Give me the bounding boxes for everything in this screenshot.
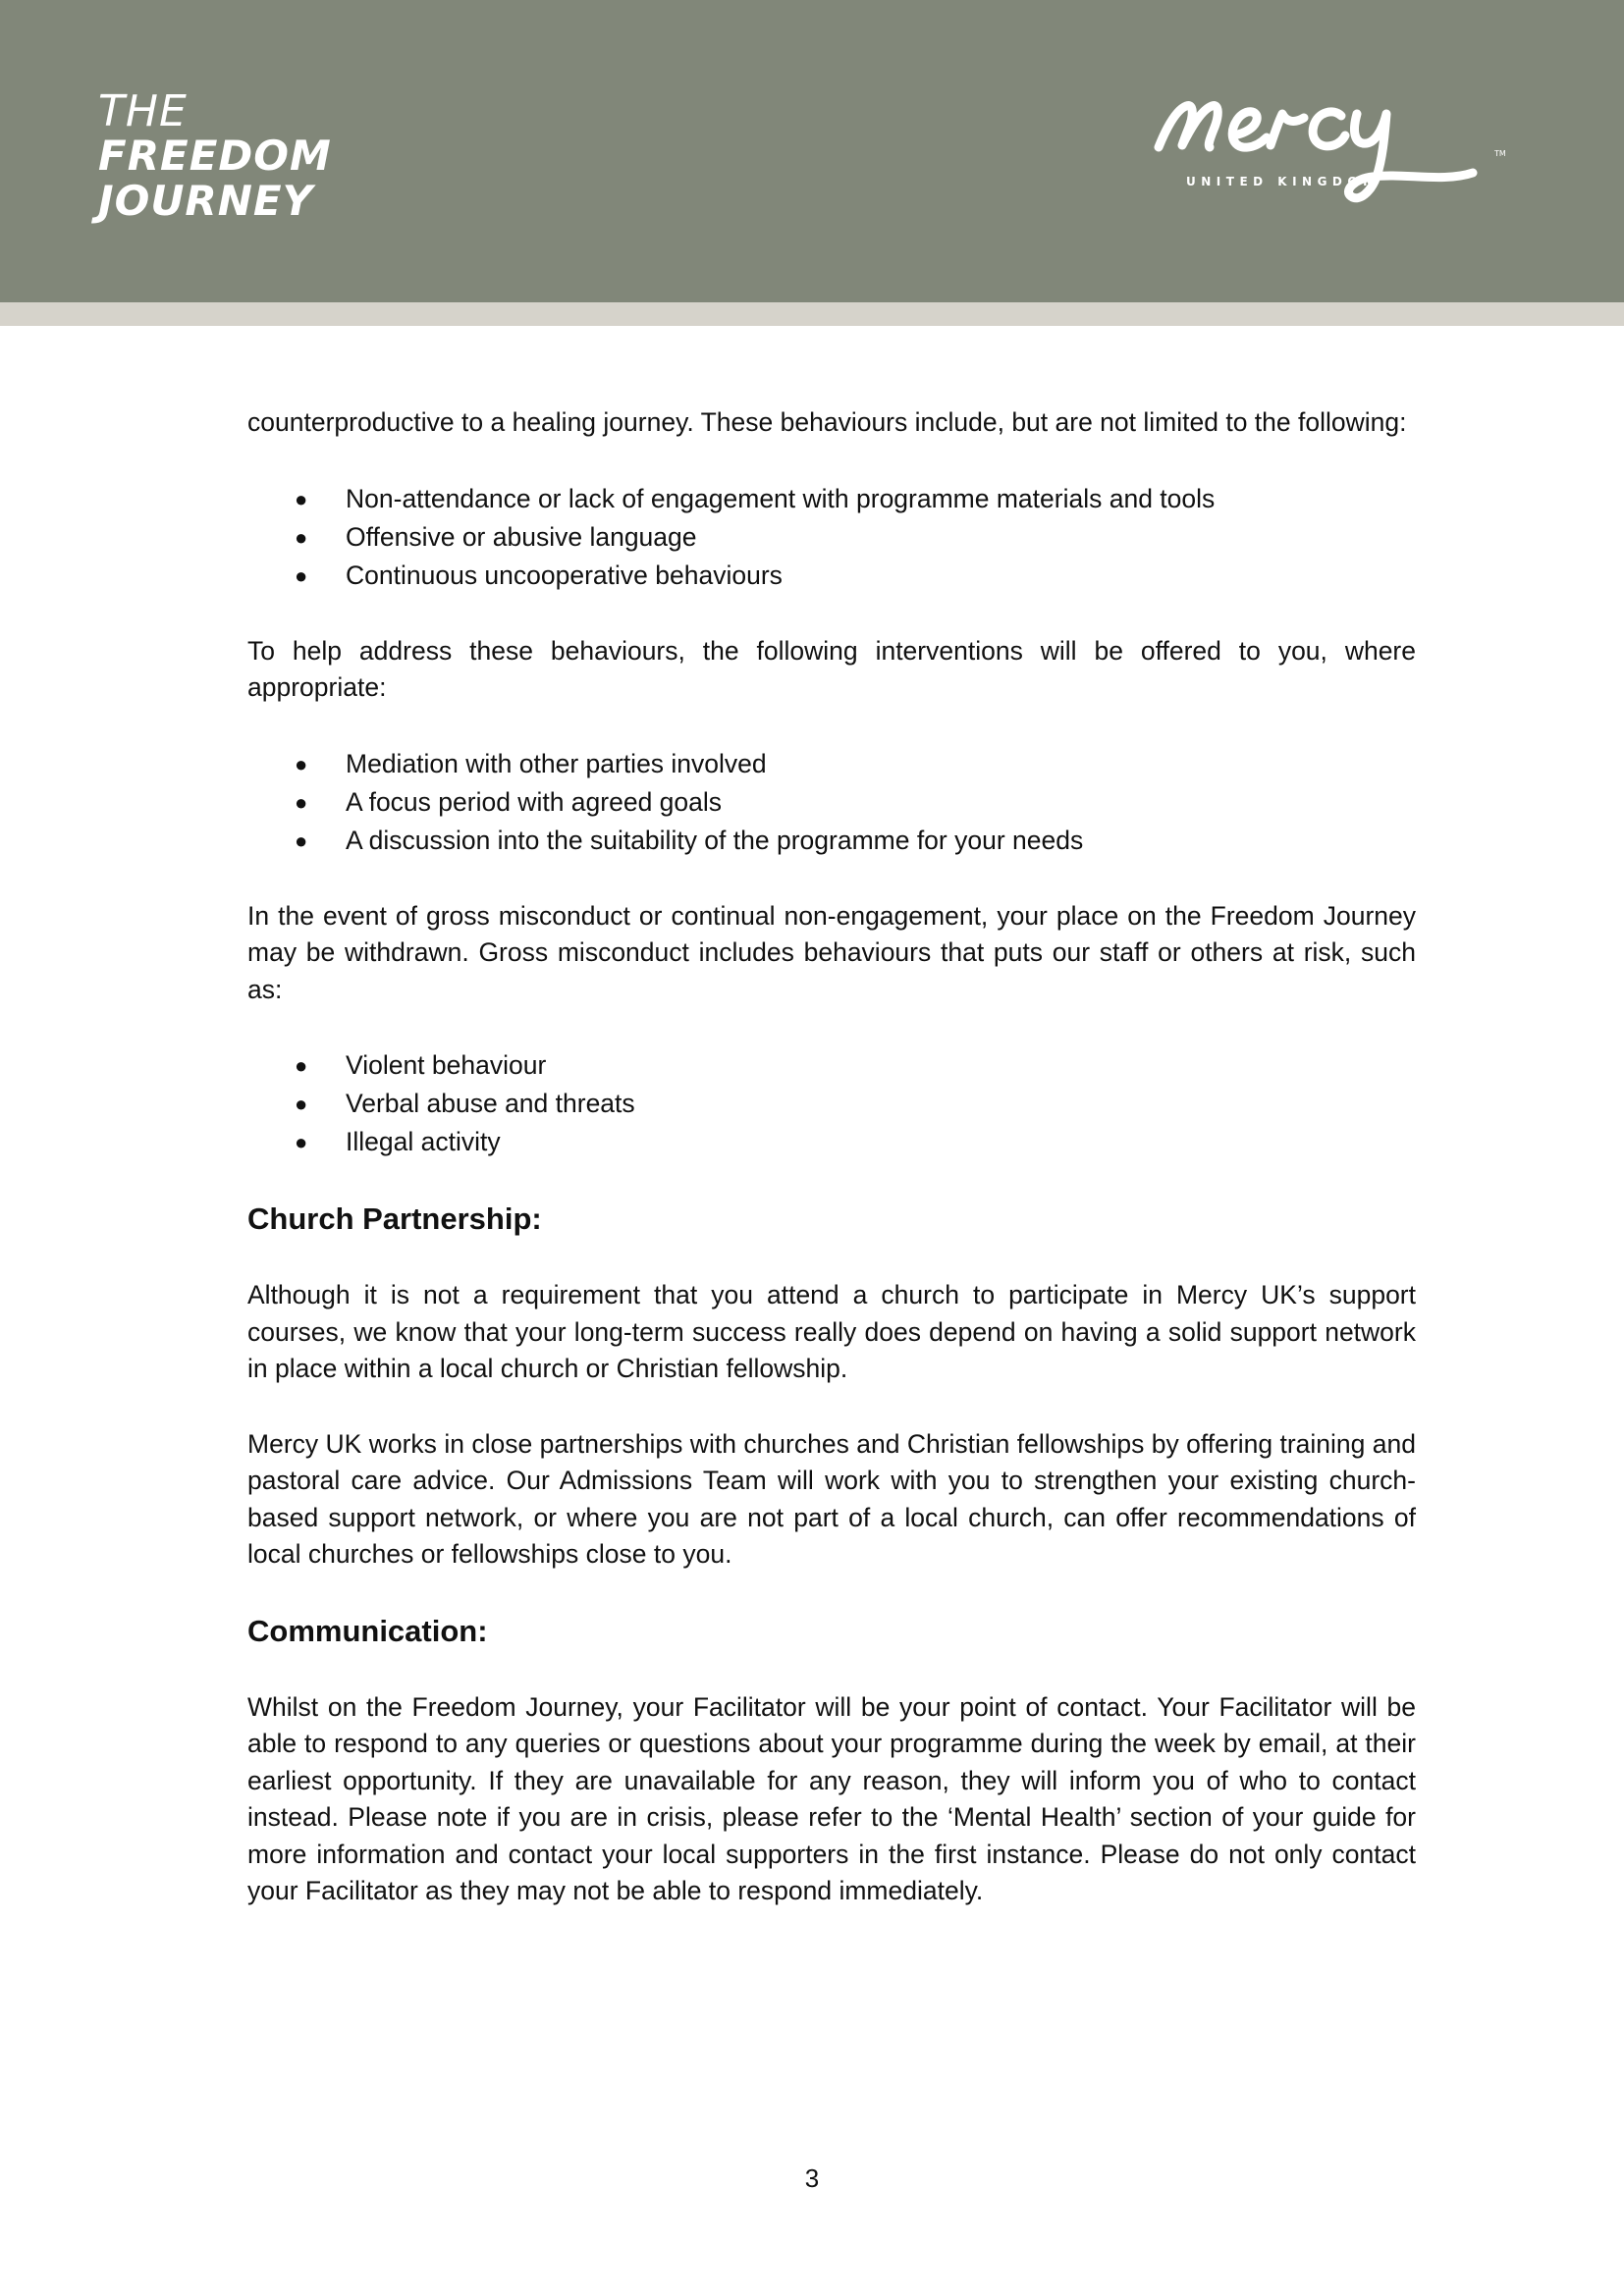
list-item	[295, 745, 1416, 783]
list-item	[295, 1123, 1416, 1161]
mercy-wordmark-icon	[1149, 88, 1542, 236]
bullet-icon: ●	[295, 789, 308, 815]
paragraph-church-1: Although it is not a requirement that you attend a church to participate in Mercy UK’s support courses, we know that your long-term success really does depend on having a solid support network in place within a local church or Christian fellowship.	[247, 1280, 1416, 1383]
misconduct-list	[247, 1046, 1416, 1161]
list-item	[295, 822, 1416, 860]
paragraph-church-2: Mercy UK works in close partnerships with churches and Christian fellowships by offering training and pastoral care advice. Our Admissions Team will work with you to strengthen your existing church-based support network, or where you are not part of a local church, can offer recommendations of local churches or fellowships close to you.	[247, 1428, 1416, 1569]
list-item-text: Continuous uncooperative behaviours	[346, 560, 783, 590]
freedom-journey-logo	[98, 86, 332, 225]
list-item	[295, 518, 1416, 557]
bullet-icon: ●	[295, 751, 308, 776]
list-item-text: Offensive or abusive language	[346, 521, 697, 552]
paragraph-interventions: To help address these behaviours, the following interventions will be offered to you, where appropriate:	[247, 635, 1416, 702]
paragraph-intro: counterproductive to a healing journey. These behaviours include, but are not limited to the following:	[247, 407, 1407, 437]
mercy-uk-logo	[1149, 88, 1542, 236]
header-strip	[0, 302, 1624, 326]
list-item-text: Verbal abuse and threats	[346, 1089, 635, 1118]
list-item-text: Illegal activity	[346, 1127, 501, 1156]
bullet-icon: ●	[295, 562, 308, 588]
behaviours-list	[247, 480, 1416, 595]
page-number: 3	[804, 2163, 820, 2193]
bullet-icon: ●	[295, 486, 308, 511]
bullet-icon: ●	[295, 1130, 308, 1154]
list-item	[295, 557, 1416, 595]
bullet-icon: ●	[295, 1092, 308, 1116]
brand-line-the: THE	[98, 86, 188, 136]
page-content	[247, 404, 1416, 1949]
paragraph-communication: Whilst on the Freedom Journey, your Facilitator will be your point of contact. Your Facilitator will be able to respond to any queries or questions about your programme during the week by email, at their earliest opportunity. If they are unavailable for any reason, they will inform you of who to contact instead. Please note if you are in crisis, please refer to the ‘Mental Health’ section of your guide for more information and contact your local supporters in the first instance. Please do not only contact your Facilitator as they may not be able to respond immediately.	[247, 1691, 1416, 1905]
bullet-icon: ●	[295, 828, 308, 853]
paragraph-misconduct: In the event of gross misconduct or continual non-engagement, your place on the Freedom Journey may be withdrawn. Gross misconduct includes behaviours that puts our staff or others at risk, such as:	[247, 900, 1416, 1004]
interventions-list	[247, 745, 1416, 860]
heading-communication: Communication:	[247, 1613, 488, 1648]
brand-line-freedom: FREEDOM	[98, 132, 332, 180]
bullet-icon: ●	[295, 1053, 308, 1078]
list-item-text: A focus period with agreed goals	[346, 786, 723, 817]
heading-church-partnership: Church Partnership:	[247, 1201, 542, 1236]
logo-subtitle: UNITED KINGDOM	[1186, 175, 1380, 188]
list-item-text: Violent behaviour	[346, 1050, 547, 1080]
list-item	[295, 783, 1416, 822]
list-item	[295, 480, 1416, 518]
list-item	[295, 1085, 1416, 1123]
bullet-icon: ●	[295, 524, 308, 550]
list-item	[295, 1046, 1416, 1085]
trademark-mark: TM	[1494, 149, 1506, 158]
brand-line-journey: JOURNEY	[98, 177, 314, 225]
list-item-text: Non-attendance or lack of engagement with programme materials and tools	[346, 483, 1216, 513]
list-item-text: Mediation with other parties involved	[346, 748, 767, 778]
list-item-text: A discussion into the suitability of the programme for your needs	[346, 825, 1084, 855]
